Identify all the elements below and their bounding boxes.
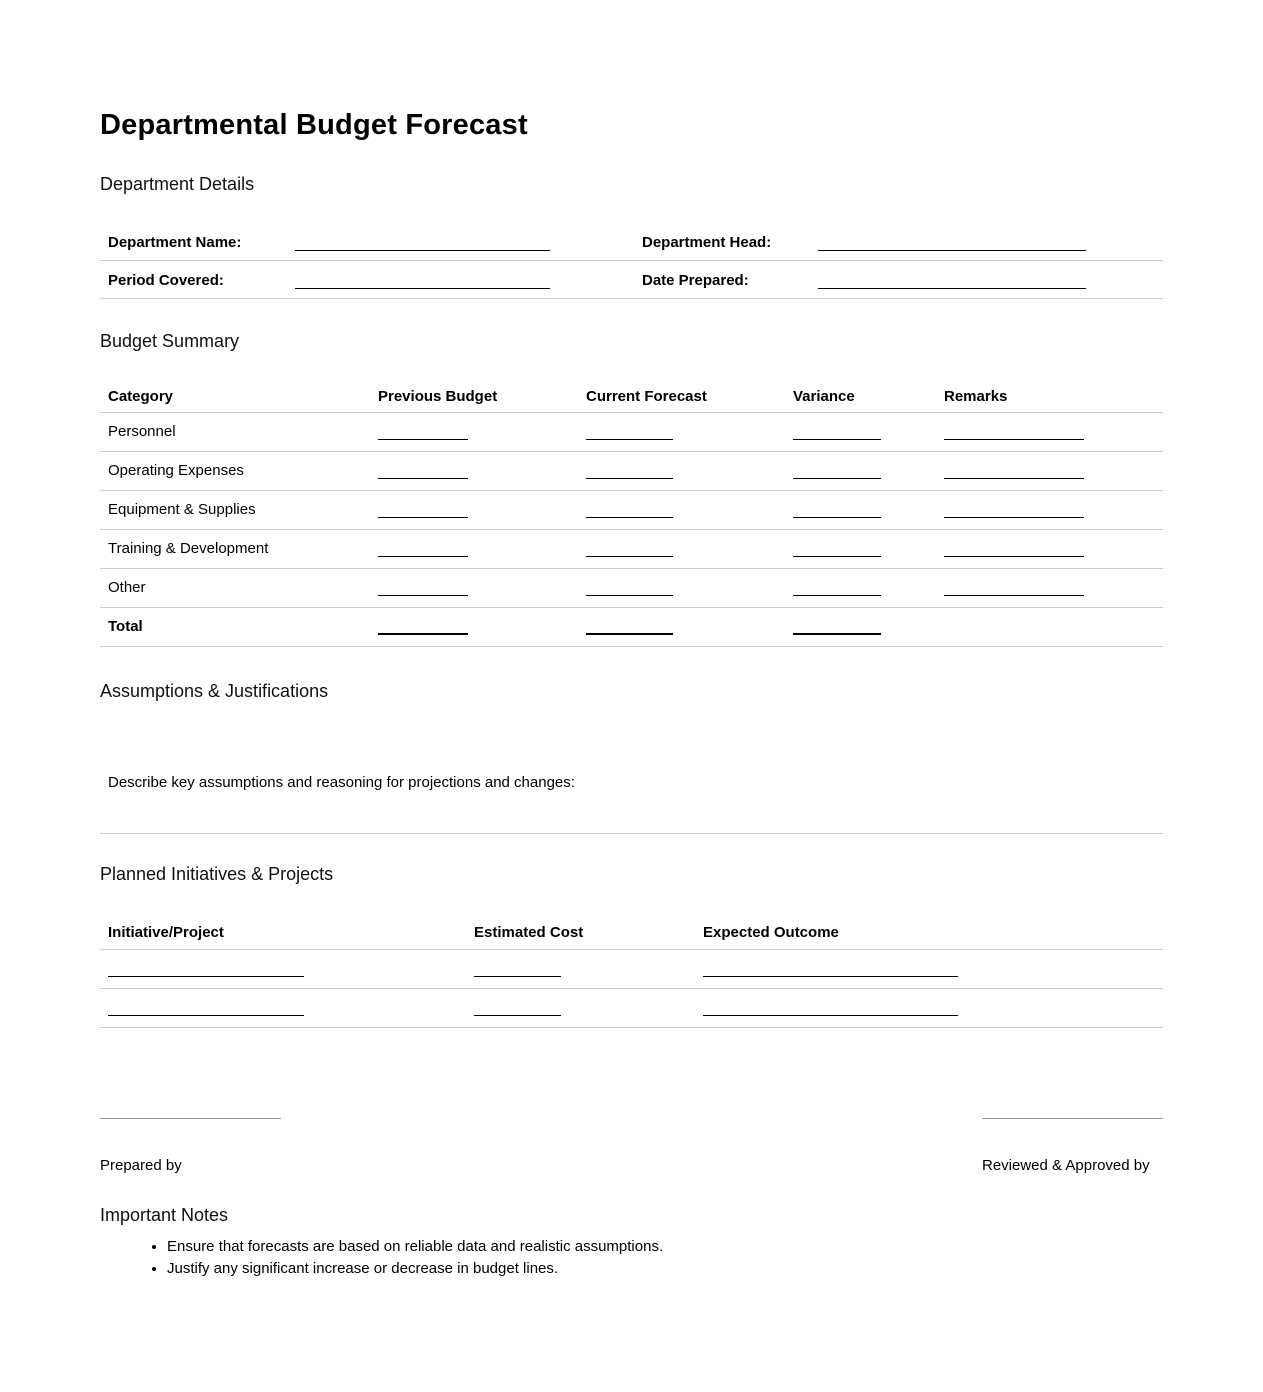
note-item: • Ensure that forecasts are based on reliable data and realistic assumptions. <box>167 1236 1163 1258</box>
column-header-remarks: Remarks <box>944 388 1008 405</box>
budget-summary-table <box>100 379 1163 647</box>
section-heading-budget-summary: Budget Summary <box>100 331 240 351</box>
blank-line <box>586 540 673 557</box>
signature-label-prepared: Prepared by <box>100 1157 182 1174</box>
current-forecast-cell <box>578 462 785 490</box>
table-row <box>100 530 1163 569</box>
blank-line <box>586 423 673 440</box>
blank-line <box>586 501 673 518</box>
blank-line <box>793 540 881 557</box>
signature-line <box>982 1118 1163 1119</box>
section-heading-assumptions: Assumptions & Justifications <box>100 681 329 701</box>
category-cell: Equipment & Supplies <box>108 501 256 518</box>
variance-cell <box>785 501 936 529</box>
field-blank-period-covered <box>295 272 550 289</box>
signature-area <box>100 1118 1163 1176</box>
outcome-cell <box>695 960 1163 988</box>
column-header-category: Category <box>108 388 174 405</box>
initiatives-table <box>100 916 1163 1028</box>
blank-line <box>378 501 468 518</box>
variance-cell <box>785 462 936 490</box>
column-header-initiative-project: Initiative/Project <box>108 924 224 941</box>
blank-line <box>944 423 1084 440</box>
blank-line <box>378 462 468 479</box>
field-label-department-head: Department Head: <box>642 234 772 251</box>
signature-block-reviewed <box>982 1118 1163 1176</box>
variance-cell <box>785 423 936 451</box>
blank-line <box>586 579 673 596</box>
details-row <box>100 261 1163 299</box>
blank-line <box>793 501 881 518</box>
page-title: Departmental Budget Forecast <box>100 109 528 141</box>
current-forecast-cell <box>578 618 785 646</box>
blank-line <box>944 462 1084 479</box>
initiative-cell <box>100 999 466 1027</box>
table-row <box>100 491 1163 530</box>
variance-cell <box>785 540 936 568</box>
blank-line <box>703 999 958 1016</box>
important-notes-list <box>100 1236 1163 1280</box>
signature-block-prepared <box>100 1118 281 1176</box>
details-cell <box>632 234 1163 260</box>
assumptions-prompt-block <box>100 773 1163 834</box>
blank-line <box>378 579 468 596</box>
blank-line <box>586 618 673 635</box>
field-blank-department-head <box>818 234 1086 251</box>
blank-line <box>944 501 1084 518</box>
field-label-department-name: Department Name: <box>108 234 242 251</box>
assumptions-prompt: Describe key assumptions and reasoning for projections and changes: <box>108 774 575 791</box>
variance-cell <box>785 579 936 607</box>
blank-line <box>108 960 304 977</box>
blank-line <box>703 960 958 977</box>
current-forecast-cell <box>578 579 785 607</box>
previous-budget-cell <box>370 540 578 568</box>
category-cell-total: Total <box>108 618 143 635</box>
remarks-cell <box>936 540 1163 568</box>
table-row <box>100 413 1163 452</box>
blank-line <box>474 999 561 1016</box>
blank-line <box>793 618 881 635</box>
signature-line <box>100 1118 281 1119</box>
column-header-previous-budget: Previous Budget <box>378 388 498 405</box>
remarks-cell <box>936 462 1163 490</box>
category-cell: Training & Development <box>108 540 269 557</box>
current-forecast-cell <box>578 540 785 568</box>
blank-line <box>793 462 881 479</box>
details-cell <box>632 272 1163 298</box>
column-header-estimated-cost: Estimated Cost <box>474 924 584 941</box>
previous-budget-cell <box>370 423 578 451</box>
column-header-expected-outcome: Expected Outcome <box>703 924 839 941</box>
outcome-cell <box>695 999 1163 1027</box>
blank-line <box>793 423 881 440</box>
budget-table-header <box>100 379 1163 413</box>
field-blank-date-prepared <box>818 272 1086 289</box>
cost-cell <box>466 960 695 988</box>
blank-line <box>378 618 468 635</box>
details-row <box>100 223 1163 261</box>
initiatives-table-header <box>100 916 1163 950</box>
remarks-cell <box>936 501 1163 529</box>
field-label-period-covered: Period Covered: <box>108 272 224 289</box>
previous-budget-cell <box>370 462 578 490</box>
category-cell: Other <box>108 579 146 596</box>
table-row <box>100 452 1163 491</box>
previous-budget-cell <box>370 579 578 607</box>
remarks-cell <box>936 618 1163 646</box>
table-row <box>100 989 1163 1028</box>
field-label-date-prepared: Date Prepared: <box>642 272 749 289</box>
section-heading-department-details: Department Details <box>100 174 255 194</box>
blank-line <box>944 579 1084 596</box>
blank-line <box>378 423 468 440</box>
cost-cell <box>466 999 695 1027</box>
section-heading-initiatives: Planned Initiatives & Projects <box>100 864 334 884</box>
column-header-current-forecast: Current Forecast <box>586 388 707 405</box>
blank-line <box>108 999 304 1016</box>
remarks-cell <box>936 579 1163 607</box>
blank-line <box>586 462 673 479</box>
current-forecast-cell <box>578 501 785 529</box>
blank-line <box>378 540 468 557</box>
section-heading-important-notes: Important Notes <box>100 1205 229 1225</box>
category-cell: Operating Expenses <box>108 462 244 479</box>
blank-line <box>944 540 1084 557</box>
category-cell: Personnel <box>108 423 176 440</box>
department-details-table <box>100 223 1163 299</box>
details-cell <box>100 234 632 260</box>
current-forecast-cell <box>578 423 785 451</box>
previous-budget-cell <box>370 618 578 646</box>
variance-cell <box>785 618 936 646</box>
remarks-cell <box>936 423 1163 451</box>
previous-budget-cell <box>370 501 578 529</box>
blank-line <box>474 960 561 977</box>
note-item: • Justify any significant increase or decrease in budget lines. <box>167 1258 1163 1280</box>
signature-label-reviewed: Reviewed & Approved by <box>982 1157 1150 1174</box>
table-row <box>100 950 1163 989</box>
field-blank-department-name <box>295 234 550 251</box>
table-row-total <box>100 608 1163 647</box>
table-row <box>100 569 1163 608</box>
blank-line <box>793 579 881 596</box>
initiative-cell <box>100 960 466 988</box>
column-header-variance: Variance <box>793 388 855 405</box>
details-cell <box>100 272 632 298</box>
